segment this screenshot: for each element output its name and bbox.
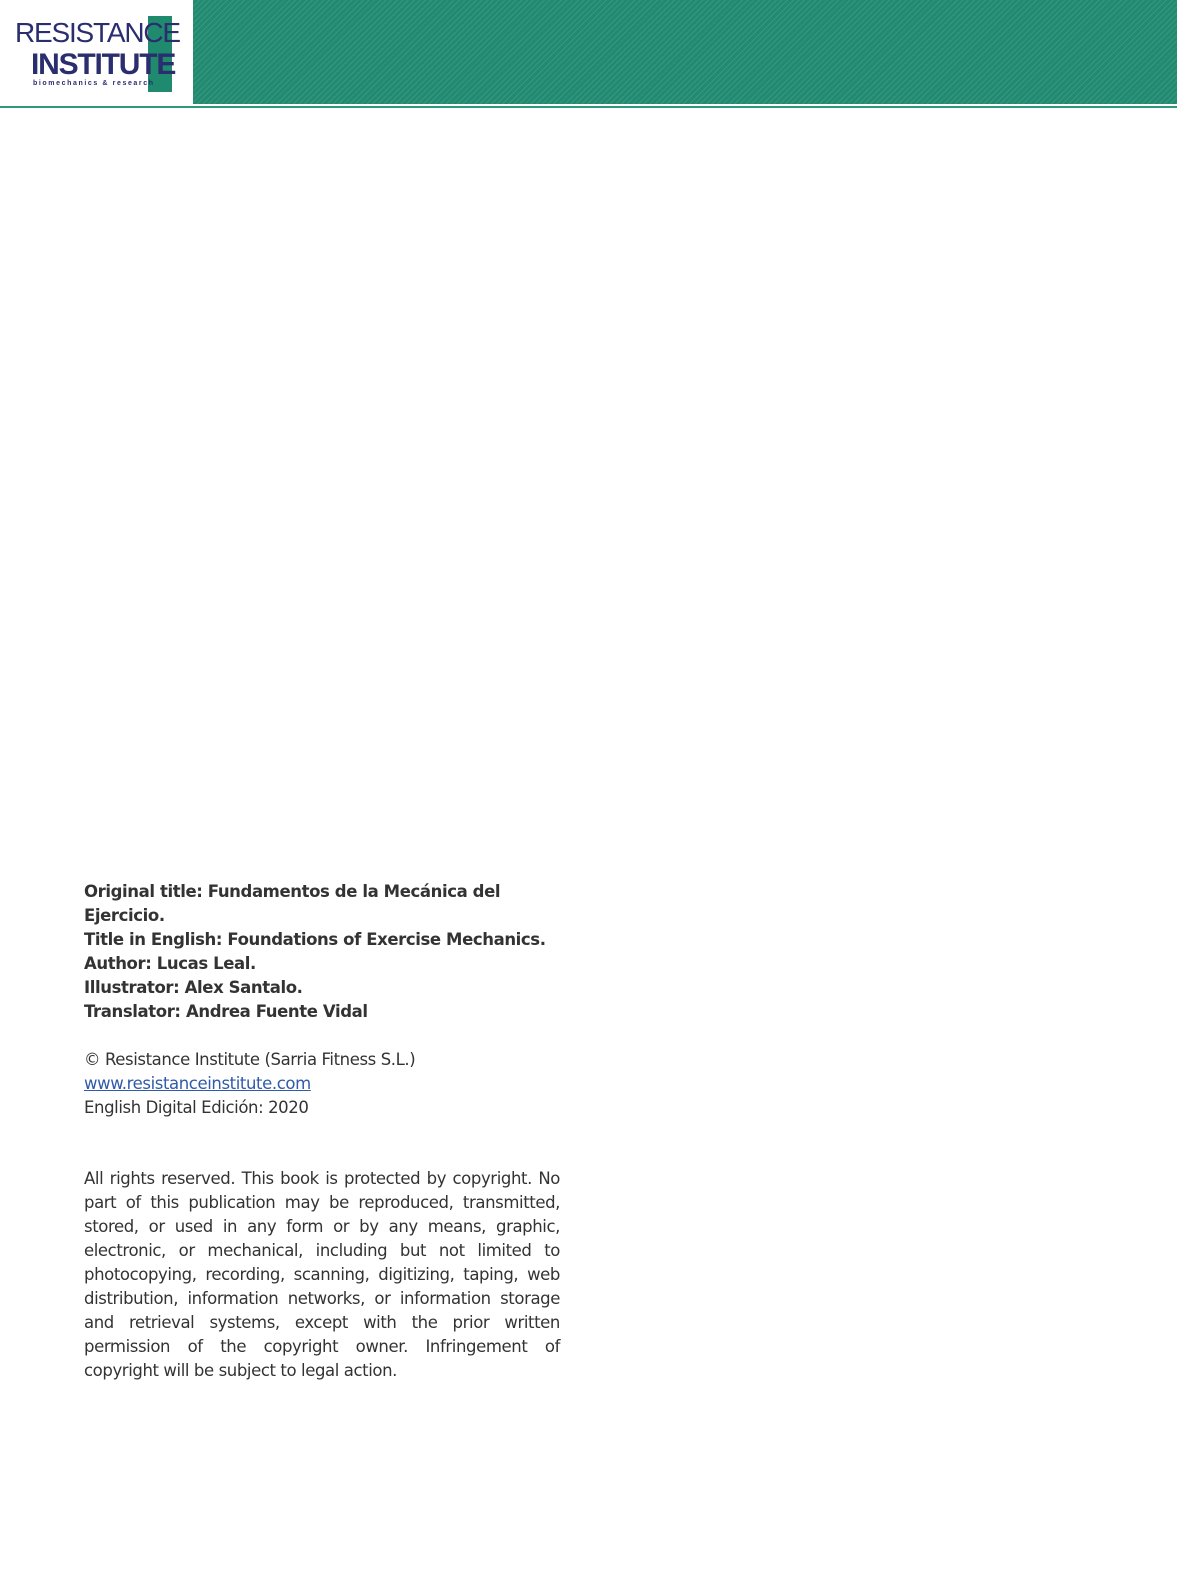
logo-tagline: biomechanics & research <box>33 80 155 87</box>
copyright-page-content <box>84 880 560 1400</box>
copyright-notice: © Resistance Institute (Sarria Fitness S.L.) <box>84 1050 416 1069</box>
website-link[interactable]: www.resistanceinstitute.com <box>84 1074 311 1093</box>
english-title: Title in English: Foundations of Exercise Mechanics. <box>84 930 546 949</box>
translator-credit: Translator: Andrea Fuente Vidal <box>84 1002 368 1021</box>
logo-line-resistance: RESISTANCE <box>15 17 180 48</box>
author-credit: Author: Lucas Leal. <box>84 954 256 973</box>
edition-line: English Digital Edición: 2020 <box>84 1098 309 1117</box>
publisher-info <box>84 1048 560 1120</box>
website-line <box>84 1072 560 1096</box>
header-striped-band <box>193 0 1177 104</box>
logo-line-institute: INSTITUTE <box>31 48 176 81</box>
illustrator-credit: Illustrator: Alex Santalo. <box>84 978 303 997</box>
original-title: Original title: Fundamentos de la Mecánica del Ejercicio. <box>84 882 501 925</box>
rights-reserved-paragraph: All rights reserved. This book is protected by copyright. No part of this publication may be reproduced, transmitted, stored, or used in any form or by any means, graphic, electronic, or mechanical, including but not limited to photocopying, recording, scanning, digitizing, taping, web distribution, information networks, or information storage and retrieval systems, except with the prior written permission of the copyright owner. Infringement of copyright will be subject to legal action. <box>84 1169 560 1380</box>
book-credits <box>84 880 560 1024</box>
resistance-institute-logo <box>0 0 193 104</box>
page-header <box>0 0 1177 107</box>
header-divider <box>0 106 1177 108</box>
